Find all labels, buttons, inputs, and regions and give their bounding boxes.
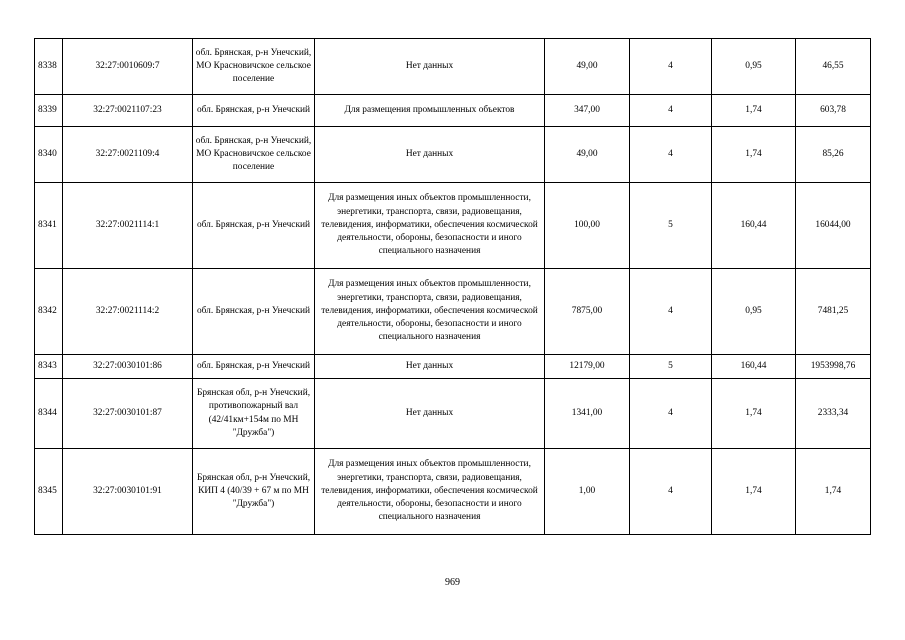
rate-value: 160,44 — [712, 183, 796, 269]
group-number: 4 — [630, 39, 712, 95]
cadastral-number: 32:27:0021114:1 — [63, 183, 193, 269]
table-row — [35, 449, 871, 535]
rate-value: 0,95 — [712, 269, 796, 355]
address: Брянская обл, р-н Унечский, КИП 4 (40/39 + 67 м по МН "Дружба") — [193, 449, 315, 535]
address: обл. Брянская, р-н Унечский — [193, 355, 315, 379]
rate-value: 1,74 — [712, 95, 796, 127]
cadastral-number: 32:27:0030101:86 — [63, 355, 193, 379]
address: обл. Брянская, р-н Унечский, МО Красновичское сельское поселение — [193, 39, 315, 95]
group-number: 5 — [630, 183, 712, 269]
row-number: 8339 — [35, 95, 63, 127]
row-number: 8343 — [35, 355, 63, 379]
row-number: 8345 — [35, 449, 63, 535]
cadastral-value: 2333,34 — [796, 379, 871, 449]
cadastral-value: 46,55 — [796, 39, 871, 95]
address: обл. Брянская, р-н Унечский — [193, 183, 315, 269]
area-value: 49,00 — [545, 127, 630, 183]
rate-value: 1,74 — [712, 449, 796, 535]
cadastral-value: 1953998,76 — [796, 355, 871, 379]
cadastral-number: 32:27:0021109:4 — [63, 127, 193, 183]
rate-value: 160,44 — [712, 355, 796, 379]
row-number: 8344 — [35, 379, 63, 449]
area-value: 12179,00 — [545, 355, 630, 379]
area-value: 7875,00 — [545, 269, 630, 355]
area-value: 49,00 — [545, 39, 630, 95]
row-number: 8338 — [35, 39, 63, 95]
rate-value: 1,74 — [712, 127, 796, 183]
cadastral-number: 32:27:0021114:2 — [63, 269, 193, 355]
row-number: 8340 — [35, 127, 63, 183]
group-number: 4 — [630, 127, 712, 183]
cadastral-number: 32:27:0010609:7 — [63, 39, 193, 95]
rate-value: 1,74 — [712, 379, 796, 449]
table-row — [35, 269, 871, 355]
address: Брянская обл, р-н Унечский, противопожарный вал (42/41км+154м по МН "Дружба") — [193, 379, 315, 449]
permitted-use: Нет данных — [315, 127, 545, 183]
cadastral-number: 32:27:0030101:87 — [63, 379, 193, 449]
cadastral-number: 32:27:0030101:91 — [63, 449, 193, 535]
table-row — [35, 39, 871, 95]
permitted-use: Нет данных — [315, 379, 545, 449]
cadastral-value: 85,26 — [796, 127, 871, 183]
table-row — [35, 355, 871, 379]
group-number: 4 — [630, 379, 712, 449]
cadastral-value: 1,74 — [796, 449, 871, 535]
cadastral-number: 32:27:0021107:23 — [63, 95, 193, 127]
permitted-use: Для размещения иных объектов промышленности, энергетики, транспорта, связи, радиовещания, телевидения, информатики, обеспечения космической деятельности, обороны, безопасности и иного специального назначения — [315, 269, 545, 355]
permitted-use: Нет данных — [315, 39, 545, 95]
permitted-use: Для размещения иных объектов промышленности, энергетики, транспорта, связи, радиовещания, телевидения, информатики, обеспечения космической деятельности, обороны, безопасности и иного специального назначения — [315, 449, 545, 535]
group-number: 4 — [630, 449, 712, 535]
area-value: 1,00 — [545, 449, 630, 535]
area-value: 347,00 — [545, 95, 630, 127]
page-number: 969 — [445, 577, 460, 588]
address: обл. Брянская, р-н Унечский — [193, 95, 315, 127]
address: обл. Брянская, р-н Унечский — [193, 269, 315, 355]
cadastral-value: 16044,00 — [796, 183, 871, 269]
group-number: 4 — [630, 269, 712, 355]
row-number: 8341 — [35, 183, 63, 269]
cadastral-value: 7481,25 — [796, 269, 871, 355]
table-body — [35, 39, 871, 535]
group-number: 5 — [630, 355, 712, 379]
permitted-use: Для размещения промышленных объектов — [315, 95, 545, 127]
land-registry-table — [34, 38, 871, 535]
table-row — [35, 95, 871, 127]
address: обл. Брянская, р-н Унечский, МО Красновичское сельское поселение — [193, 127, 315, 183]
permitted-use: Для размещения иных объектов промышленности, энергетики, транспорта, связи, радиовещания, телевидения, информатики, обеспечения космической деятельности, обороны, безопасности и иного специального назначения — [315, 183, 545, 269]
cadastral-value: 603,78 — [796, 95, 871, 127]
table-row — [35, 379, 871, 449]
table-row — [35, 183, 871, 269]
rate-value: 0,95 — [712, 39, 796, 95]
permitted-use: Нет данных — [315, 355, 545, 379]
row-number: 8342 — [35, 269, 63, 355]
group-number: 4 — [630, 95, 712, 127]
table-row — [35, 127, 871, 183]
area-value: 1341,00 — [545, 379, 630, 449]
area-value: 100,00 — [545, 183, 630, 269]
